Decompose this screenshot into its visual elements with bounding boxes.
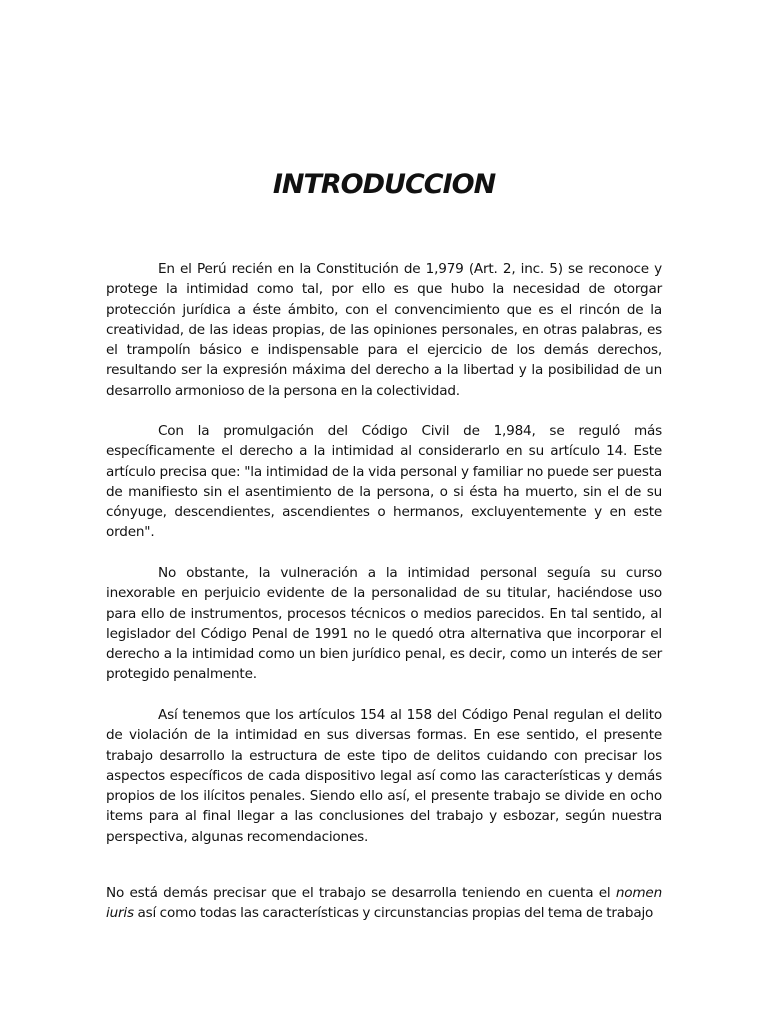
paragraph-5-text-end: así como todas las características y circunstancias propias del tema de trabajo (133, 905, 654, 922)
page-title: INTRODUCCION (272, 169, 496, 200)
paragraph-1: En el Perú recién en la Constitución de 1,979 (Art. 2, inc. 5) se reconoce y protege la intimidad como tal, por ello es que hubo la necesidad de otorgar protección jurídica a éste ámbito, con el convencimiento que es el rincón de la creatividad, de las ideas propias, de las opiniones personales, en otras palabras, es el trampolín básico e indispensable para el ejercicio de los demás derechos, resultando ser la expresión máxima del derecho a la libertad y la posibilidad de un desarrollo armonioso de la persona en la colectividad. (106, 261, 662, 399)
paragraph-3: No obstante, la vulneración a la intimidad personal seguía su curso inexorable en perjuicio evidente de la personalidad de su titular, haciéndose uso para ello de instrumentos, procesos técnicos o medios parecidos. En tal sentido, al legislador del Código Penal de 1991 no le quedó otra alternativa que incorporar el derecho a la intimidad como un bien jurídico penal, es decir, como un interés de ser protegido penalmente. (106, 565, 662, 683)
paragraph-5-text-start: No está demás precisar que el trabajo se desarrolla teniendo en cuenta el (106, 885, 616, 901)
paragraph-5 (106, 883, 662, 924)
paragraph-5-latin-term: nomen iuris (106, 885, 662, 922)
paragraph-2: Con la promulgación del Código Civil de 1,984, se reguló más específicamente el derecho a la intimidad al considerarlo en su artículo 14. Este artículo precisa que: "la intimidad de la vida personal y familiar no puede ser puesta de manifiesto sin el asentimiento de la persona, o si ésta ha muerto, sin el de su cónyuge, descendientes, ascendientes o hermanos, excluyentemente y en este orden". (106, 423, 662, 541)
paragraph-4: Así tenemos que los artículos 154 al 158 del Código Penal regulan el delito de violación de la intimidad en sus diversas formas. En ese sentido, el presente trabajo desarrollo la estructura de este tipo de delitos cuidando con precisar los aspectos específicos de cada dispositivo legal así como las características y demás propios de los ilícitos penales. Siendo ello así, el presente trabajo se divide en ocho items para al final llegar a las conclusiones del trabajo y esbozar, según nuestra perspectiva, algunas recomendaciones. (106, 707, 662, 845)
